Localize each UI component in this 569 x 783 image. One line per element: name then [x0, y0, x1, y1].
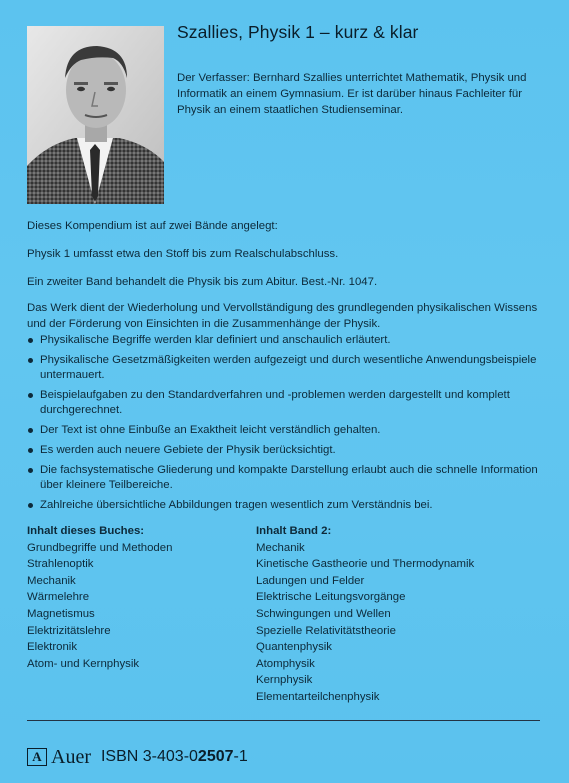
list-item: Zahlreiche übersichtliche Abbildungen tragen wesentlich zum Verständnis bei. — [27, 498, 547, 513]
paragraph-physik1: Physik 1 umfasst etwa den Stoff bis zum Realschulabschluss. — [27, 248, 339, 260]
isbn-bold: 2507 — [197, 748, 234, 765]
list-item: Wärmelehre — [27, 591, 90, 604]
isbn-suffix: -1 — [233, 748, 248, 765]
contents-this-book — [27, 523, 172, 672]
publisher-footer — [27, 746, 248, 768]
list-item: Elektrische Leitungsvorgänge — [256, 591, 406, 604]
list-item: Atom- und Kernphysik — [27, 657, 140, 670]
list-item: Elementarteilchenphysik — [256, 690, 380, 703]
contents-band-2 — [256, 523, 474, 706]
list-item: Spezielle Relativitätstheorie — [256, 624, 396, 637]
divider — [27, 720, 540, 721]
list-item: Es werden auch neuere Gebiete der Physik berücksichtigt. — [27, 443, 547, 458]
contents-heading: Inhalt Band 2: — [256, 525, 332, 537]
list-item: Schwingungen und Wellen — [256, 607, 391, 620]
list-item: Elektronik — [27, 641, 78, 654]
list-item: Beispielaufgaben zu den Standardverfahren und -problemen werden dargestellt und komplett durchgerechnet. — [27, 388, 547, 418]
book-title: Szallies, Physik 1 – kurz & klar — [177, 22, 419, 42]
list-item: Mechanik — [256, 541, 305, 554]
list-item: Quantenphysik — [256, 641, 332, 654]
paragraph-purpose: Das Werk dient der Wiederholung und Vervollständigung des grundlegenden physikalischen Wissens und der Förderung von Einsichten in die Zusammenhänge der Physik. — [27, 302, 538, 330]
list-item: Elektrizitätslehre — [27, 624, 111, 637]
list-item: Kinetische Gastheorie und Thermodynamik — [256, 558, 475, 571]
author-bio: Der Verfasser: Bernhard Szallies unterrichtet Mathematik, Physik und Informatik an einem Gymnasium. Er ist darüber hinaus Fachleiter für Physik an einem staatlichen Studienseminar. — [177, 72, 527, 116]
list-item: Physikalische Gesetzmäßigkeiten werden aufgezeigt und durch wesentliche Anwendungsbeispiele untermauert. — [27, 353, 547, 383]
paragraph-volumes: Dieses Kompendium ist auf zwei Bände angelegt: — [27, 220, 278, 232]
list-item: Strahlenoptik — [27, 558, 94, 571]
author-portrait — [27, 26, 164, 204]
list-item: Physikalische Begriffe werden klar definiert und anschaulich erläutert. — [27, 333, 547, 348]
author-photo-illustration — [27, 26, 164, 204]
paragraph-band2: Ein zweiter Band behandelt die Physik bis zum Abitur. Best.-Nr. 1047. — [27, 276, 378, 288]
list-item: Ladungen und Felder — [256, 574, 365, 587]
isbn-prefix: ISBN 3-403-0 — [100, 748, 198, 765]
list-item: Die fachsystematische Gliederung und kompakte Darstellung erlaubt auch die schnelle Information über kleinere Teilbereiche. — [27, 463, 547, 493]
list-item: Grundbegriffe und Methoden — [27, 541, 173, 554]
isbn — [101, 748, 248, 766]
list-item: Der Text ist ohne Einbuße an Exaktheit leicht verständlich gehalten. — [27, 423, 547, 438]
list-item: Magnetismus — [27, 607, 95, 620]
list-item: Atomphysik — [256, 657, 315, 670]
auer-logo-icon: A — [27, 748, 47, 766]
list-item: Mechanik — [27, 574, 76, 587]
list-item: Kernphysik — [256, 674, 313, 687]
contents-heading: Inhalt dieses Buches: — [27, 525, 145, 537]
feature-list — [27, 333, 547, 518]
publisher-name: Auer — [51, 745, 91, 768]
